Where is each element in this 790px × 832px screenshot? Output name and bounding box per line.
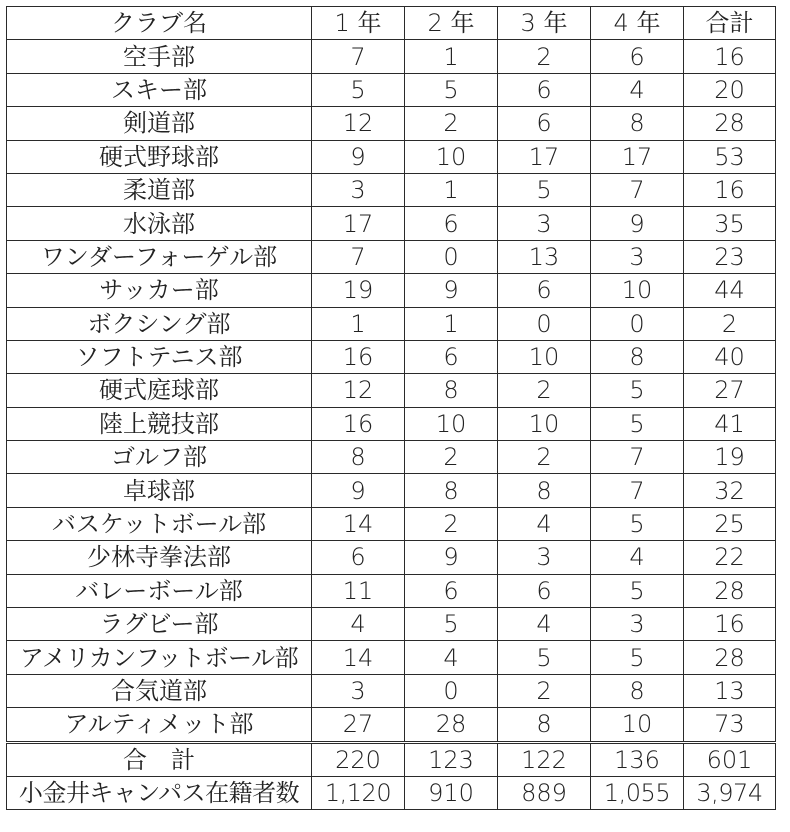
cell-total: 16: [684, 173, 776, 206]
cell-year-3: 2: [498, 374, 591, 407]
cell-club-name: 卓球部: [7, 474, 312, 507]
cell-total: 41: [684, 407, 776, 440]
table-row: [7, 73, 776, 106]
cell-club-name: ワンダーフォーゲル部: [7, 240, 312, 273]
cell-total: 16: [684, 608, 776, 641]
cell-year-4: 5: [591, 374, 684, 407]
cell-club-name: 合気道部: [7, 674, 312, 707]
cell-year-2: 1: [405, 173, 498, 206]
cell-year-4: 5: [591, 407, 684, 440]
cell-club-name: 剣道部: [7, 107, 312, 140]
sum-label: 合 計: [7, 742, 312, 776]
enrolled-year-4: 1,055: [591, 776, 684, 809]
cell-year-3: 6: [498, 274, 591, 307]
cell-year-3: 4: [498, 507, 591, 540]
cell-year-2: 9: [405, 541, 498, 574]
cell-year-3: 3: [498, 541, 591, 574]
table-body: [7, 40, 776, 742]
cell-year-4: 4: [591, 73, 684, 106]
table-row: [7, 173, 776, 206]
table-row: [7, 340, 776, 373]
cell-year-4: 8: [591, 340, 684, 373]
cell-year-1: 16: [312, 407, 405, 440]
cell-year-1: 9: [312, 474, 405, 507]
header-year-1: 1 年: [312, 7, 405, 40]
cell-year-1: 9: [312, 140, 405, 173]
cell-year-2: 8: [405, 474, 498, 507]
table-row: [7, 274, 776, 307]
cell-year-1: 17: [312, 207, 405, 240]
cell-total: 16: [684, 40, 776, 73]
table-row: [7, 641, 776, 674]
cell-year-1: 3: [312, 173, 405, 206]
sum-year-2: 123: [405, 742, 498, 776]
cell-total: 27: [684, 374, 776, 407]
cell-year-4: 9: [591, 207, 684, 240]
cell-year-3: 2: [498, 674, 591, 707]
cell-year-1: 11: [312, 574, 405, 607]
cell-club-name: ソフトテニス部: [7, 340, 312, 373]
cell-year-1: 12: [312, 107, 405, 140]
cell-year-3: 6: [498, 73, 591, 106]
cell-year-4: 6: [591, 40, 684, 73]
cell-year-4: 3: [591, 608, 684, 641]
cell-year-4: 3: [591, 240, 684, 273]
cell-year-1: 12: [312, 374, 405, 407]
cell-total: 44: [684, 274, 776, 307]
cell-year-2: 8: [405, 374, 498, 407]
cell-club-name: バレーボール部: [7, 574, 312, 607]
cell-total: 40: [684, 340, 776, 373]
sum-year-3: 122: [498, 742, 591, 776]
cell-year-1: 14: [312, 641, 405, 674]
cell-year-3: 8: [498, 708, 591, 742]
table-row: [7, 307, 776, 340]
table-row: [7, 407, 776, 440]
cell-year-2: 5: [405, 73, 498, 106]
cell-club-name: アメリカンフットボール部: [7, 641, 312, 674]
cell-total: 28: [684, 574, 776, 607]
cell-year-4: 7: [591, 474, 684, 507]
cell-year-1: 27: [312, 708, 405, 742]
cell-year-3: 5: [498, 173, 591, 206]
cell-year-3: 3: [498, 207, 591, 240]
cell-total: 22: [684, 541, 776, 574]
enrolled-label: 小金井キャンパス在籍者数: [7, 776, 312, 809]
cell-year-2: 10: [405, 140, 498, 173]
cell-total: 13: [684, 674, 776, 707]
cell-club-name: ゴルフ部: [7, 441, 312, 474]
table-row: [7, 541, 776, 574]
cell-year-1: 5: [312, 73, 405, 106]
club-membership-table: [6, 6, 776, 810]
cell-year-4: 8: [591, 107, 684, 140]
cell-club-name: アルティメット部: [7, 708, 312, 742]
cell-club-name: ラグビー部: [7, 608, 312, 641]
enrolled-row: [7, 776, 776, 809]
cell-year-4: 7: [591, 441, 684, 474]
table-row: [7, 608, 776, 641]
table-row: [7, 474, 776, 507]
cell-year-3: 6: [498, 107, 591, 140]
cell-year-4: 5: [591, 641, 684, 674]
cell-year-1: 16: [312, 340, 405, 373]
cell-year-3: 4: [498, 608, 591, 641]
sum-year-4: 136: [591, 742, 684, 776]
cell-year-2: 10: [405, 407, 498, 440]
cell-year-3: 10: [498, 340, 591, 373]
cell-year-1: 1: [312, 307, 405, 340]
table-row: [7, 574, 776, 607]
enrolled-year-1: 1,120: [312, 776, 405, 809]
table-footer: [7, 742, 776, 810]
header-club-name: クラブ名: [7, 7, 312, 40]
sum-year-1: 220: [312, 742, 405, 776]
cell-year-3: 17: [498, 140, 591, 173]
enrolled-year-2: 910: [405, 776, 498, 809]
cell-year-4: 4: [591, 541, 684, 574]
cell-year-1: 3: [312, 674, 405, 707]
cell-year-1: 6: [312, 541, 405, 574]
cell-year-3: 2: [498, 441, 591, 474]
cell-club-name: 水泳部: [7, 207, 312, 240]
cell-year-4: 17: [591, 140, 684, 173]
cell-total: 23: [684, 240, 776, 273]
table-row: [7, 674, 776, 707]
cell-club-name: ボクシング部: [7, 307, 312, 340]
cell-year-1: 8: [312, 441, 405, 474]
cell-year-4: 8: [591, 674, 684, 707]
cell-year-1: 7: [312, 240, 405, 273]
cell-year-2: 1: [405, 307, 498, 340]
cell-year-4: 5: [591, 574, 684, 607]
cell-total: 19: [684, 441, 776, 474]
cell-year-2: 2: [405, 507, 498, 540]
cell-year-4: 7: [591, 173, 684, 206]
cell-year-3: 2: [498, 40, 591, 73]
cell-club-name: 硬式庭球部: [7, 374, 312, 407]
cell-year-1: 7: [312, 40, 405, 73]
cell-year-2: 6: [405, 574, 498, 607]
cell-year-3: 8: [498, 474, 591, 507]
cell-year-2: 9: [405, 274, 498, 307]
cell-total: 25: [684, 507, 776, 540]
cell-club-name: バスケットボール部: [7, 507, 312, 540]
cell-club-name: 少林寺拳法部: [7, 541, 312, 574]
table-header: [7, 7, 776, 40]
cell-total: 73: [684, 708, 776, 742]
cell-year-2: 6: [405, 207, 498, 240]
table-row: [7, 107, 776, 140]
cell-year-4: 5: [591, 507, 684, 540]
cell-total: 28: [684, 107, 776, 140]
cell-club-name: サッカー部: [7, 274, 312, 307]
cell-year-2: 4: [405, 641, 498, 674]
cell-year-2: 1: [405, 40, 498, 73]
sum-total: 601: [684, 742, 776, 776]
cell-club-name: 陸上競技部: [7, 407, 312, 440]
cell-total: 32: [684, 474, 776, 507]
cell-year-4: 10: [591, 708, 684, 742]
cell-total: 53: [684, 140, 776, 173]
table-row: [7, 374, 776, 407]
cell-club-name: 空手部: [7, 40, 312, 73]
header-year-3: 3 年: [498, 7, 591, 40]
cell-total: 28: [684, 641, 776, 674]
cell-year-4: 0: [591, 307, 684, 340]
cell-year-3: 0: [498, 307, 591, 340]
table-row: [7, 140, 776, 173]
cell-year-3: 13: [498, 240, 591, 273]
cell-year-2: 6: [405, 340, 498, 373]
table-row: [7, 441, 776, 474]
cell-total: 35: [684, 207, 776, 240]
header-year-4: 4 年: [591, 7, 684, 40]
enrolled-total: 3,974: [684, 776, 776, 809]
table-row: [7, 207, 776, 240]
cell-year-1: 4: [312, 608, 405, 641]
cell-total: 2: [684, 307, 776, 340]
cell-year-3: 5: [498, 641, 591, 674]
cell-year-2: 2: [405, 441, 498, 474]
cell-year-1: 19: [312, 274, 405, 307]
cell-year-2: 28: [405, 708, 498, 742]
table-row: [7, 40, 776, 73]
cell-year-2: 0: [405, 674, 498, 707]
cell-year-2: 0: [405, 240, 498, 273]
enrolled-year-3: 889: [498, 776, 591, 809]
cell-year-2: 2: [405, 107, 498, 140]
cell-club-name: 硬式野球部: [7, 140, 312, 173]
cell-year-4: 10: [591, 274, 684, 307]
cell-club-name: 柔道部: [7, 173, 312, 206]
cell-year-1: 14: [312, 507, 405, 540]
header-row: [7, 7, 776, 40]
sum-row: [7, 742, 776, 776]
cell-year-2: 5: [405, 608, 498, 641]
cell-year-3: 10: [498, 407, 591, 440]
header-year-2: 2 年: [405, 7, 498, 40]
table-row: [7, 507, 776, 540]
cell-club-name: スキー部: [7, 73, 312, 106]
cell-year-3: 6: [498, 574, 591, 607]
cell-total: 20: [684, 73, 776, 106]
table-row: [7, 240, 776, 273]
header-total: 合計: [684, 7, 776, 40]
table-row: [7, 708, 776, 742]
